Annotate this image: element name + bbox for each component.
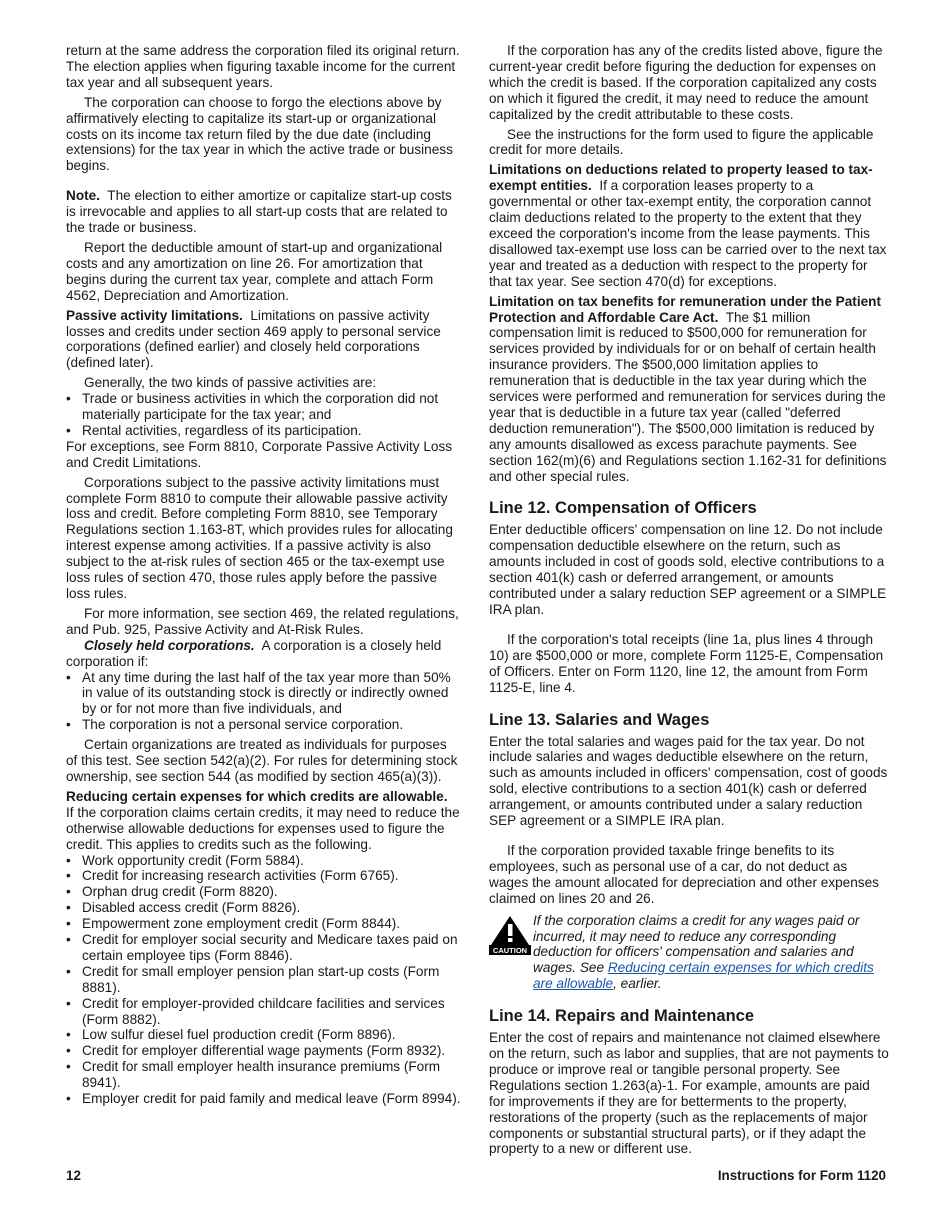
- closely-paragraph: [66, 638, 461, 670]
- right-column: [489, 43, 889, 1157]
- paragraph: Enter the cost of repairs and maintenance not claimed elsewhere on the return, such as labor and supplies, that are not payments to produce or improve real or tangible personal property. See Regulations section 1.263(a)-1. For example, amounts are paid for improvements if they are for betterments to the property, restorations of the property (such as the replacements of major components or substantial structural parts), or if they adapt the property to a new or different use.: [489, 1030, 889, 1157]
- list-item: • Rental activities, regardless of its participation.: [66, 423, 461, 439]
- paragraph: Generally, the two kinds of passive activities are:: [84, 375, 377, 391]
- paragraph: Enter the total salaries and wages paid for the tax year. Do not include salaries and wages deductible elsewhere on the return, such as amounts included in officers' compensation, cost of goods sold, elective contributions to a section 401(k) cash or deferred arrangement, or amounts contributed under a salary reduction SEP agreement or a SIMPLE IRA plan.: [489, 733, 888, 829]
- note-label: Note.: [66, 188, 100, 204]
- list-item: • Credit for employer-provided childcare facilities and services (Form 8882).: [66, 996, 461, 1028]
- remuneration-heading: Limitation on tax benefits for remuneration under the Patient Protection and Affordable Care Act.: [489, 293, 881, 325]
- leased-paragraph: [489, 162, 889, 289]
- note-text: The election to either amortize or capitalize start-up costs is irrevocable and applies to all start-up costs that are related to the trade or business.: [66, 188, 452, 236]
- reducing-expenses-link[interactable]: Reducing certain expenses for which credits are allowable: [533, 960, 874, 992]
- caution-box: [489, 913, 889, 993]
- caution-tail: , earlier.: [613, 976, 662, 992]
- caution-label: CAUTION: [492, 945, 528, 955]
- remuneration-text: The $1 million compensation limit is reduced to $500,000 for remuneration for services provided by individuals for or on behalf of certain health insurance providers. The $500,000 limitation applies to remuneration that is deductible in the tax year during which the services were performed and remuneration for services during the year that is deductible in a future tax year (called "deferred deduction remuneration"). The $500,000 limitation is reduced by any amounts disallowed as excess parachute payments. See section 162(m)(6) and Regulations section 1.162-31 for definitions and other special rules.: [489, 309, 887, 484]
- list-item: • Work opportunity credit (Form 5884).: [66, 853, 461, 869]
- list-item: • At any time during the last half of the tax year more than 50% in value of its outstanding stock is directly or indirectly owned by or for not more than five individuals, and: [66, 670, 461, 718]
- remuneration-paragraph: [489, 294, 889, 485]
- reducing-text: If the corporation claims certain credits, it may need to reduce the otherwise allowable deductions for expenses used to figure the credit. This applies to credits such as the following.: [66, 804, 460, 852]
- closely-text: A corporation is a closely held corporation if:: [66, 637, 442, 669]
- closely-heading: Closely held corporations.: [84, 637, 255, 653]
- list-item: • Credit for increasing research activities (Form 6765).: [66, 868, 461, 884]
- paragraph: Enter deductible officers' compensation on line 12. Do not include compensation deductible elsewhere on the return, such as amounts included in cost of goods sold, elective contributions to a section 401(k) cash or deferred arrangement, or amounts contributed under a salary reduction SEP agreement or a SIMPLE IRA plan.: [489, 522, 887, 617]
- list-item: • Credit for employer differential wage payments (Form 8932).: [66, 1043, 461, 1059]
- list-item: • Credit for small employer health insurance premiums (Form 8941).: [66, 1059, 461, 1091]
- list-item: • Credit for employer social security and Medicare taxes paid on certain employee tips (Form 8846).: [66, 932, 461, 964]
- passive-paragraph: [66, 308, 461, 372]
- note-paragraph: [66, 188, 461, 236]
- page-number: 12: [66, 1168, 81, 1183]
- paragraph: For exceptions, see Form 8810, Corporate Passive Activity Loss and Credit Limitations.: [66, 438, 453, 470]
- list-item: • Orphan drug credit (Form 8820).: [66, 884, 461, 900]
- leased-heading: Limitations on deductions related to property leased to tax-exempt entities.: [489, 162, 873, 194]
- paragraph: If the corporation has any of the credits listed above, figure the current-year credit before figuring the deduction for expenses on which the credit is based. If the corporation capitalized any costs on which it figured the credit, it may need to reduce the amount capitalized by the credit attributable to these costs.: [489, 43, 883, 122]
- paragraph: If the corporation provided taxable fringe benefits to its employees, such as personal use of a car, do not deduct as wages the amount allocated for depreciation and other expenses claimed on lines 20 and 26.: [489, 842, 879, 906]
- paragraph: The corporation can choose to forgo the elections above by affirmatively electing to capitalize its start-up or organizational costs on its income tax return filed by the due date (including extensions) for the tax year in which the active trade or business begins.: [66, 94, 453, 174]
- line13-heading: Line 13. Salaries and Wages: [489, 710, 710, 729]
- list-item: • Low sulfur diesel fuel production credit (Form 8896).: [66, 1027, 461, 1043]
- paragraph: Certain organizations are treated as individuals for purposes of this test. See section 542(a)(2). For rules for determining stock ownership, see section 544 (as modified by section 465(a)(3)).: [66, 737, 458, 784]
- caution-icon: [489, 915, 533, 993]
- caution-body: If the corporation claims a credit for any wages paid or incurred, it may need to reduce any corresponding deduction for officers' compensation and salaries and wages. See: [533, 912, 860, 976]
- paragraph: See the instructions for the form used to figure the applicable credit for more details.: [489, 126, 874, 158]
- list-item: • Employer credit for paid family and medical leave (Form 8994).: [66, 1091, 461, 1107]
- paragraph: For more information, see section 469, the related regulations, and Pub. 925, Passive Activity and At-Risk Rules.: [66, 605, 459, 637]
- line12-heading: Line 12. Compensation of Officers: [489, 499, 757, 518]
- passive-text: Limitations on passive activity losses and credits under section 469 apply to personal service corporations (defined earlier) and closely held corporations (defined later).: [66, 307, 441, 371]
- list-item: • Disabled access credit (Form 8826).: [66, 900, 461, 916]
- list-item: • The corporation is not a personal service corporation.: [66, 717, 461, 733]
- caution-text: [533, 913, 889, 993]
- list-item: • Credit for small employer pension plan start-up costs (Form 8881).: [66, 964, 461, 996]
- paragraph: If the corporation's total receipts (line 1a, plus lines 4 through 10) are $500,000 or more, complete Form 1125-E, Compensation of Officers. Enter on Form 1120, line 12, the amount from Form 1125-E, line 4.: [489, 631, 884, 695]
- line14-heading: Line 14. Repairs and Maintenance: [489, 1007, 754, 1026]
- leased-text: If a corporation leases property to a governmental or other tax-exempt entity, the corporation cannot claim deductions related to the property to the extent that they exceed the corporation's income from the lease payments. This disallowed tax-exempt use loss can be carried over to the next tax year and treated as a deduction with respect to the property for that tax year. See section 470(d) for exceptions.: [489, 178, 887, 289]
- reducing-heading: Reducing certain expenses for which credits are allowable.: [66, 788, 448, 804]
- paragraph: Report the deductible amount of start-up and organizational costs and any amortization on line 26. For amortization that begins during the current tax year, complete and attach Form 4562, Depreciation and Amortization.: [66, 239, 443, 303]
- form-title: Instructions for Form 1120: [717, 1168, 886, 1183]
- list-item: • Trade or business activities in which the corporation did not materially participate for the tax year; and: [66, 391, 461, 423]
- list-item: • Empowerment zone employment credit (Form 8844).: [66, 916, 461, 932]
- paragraph: return at the same address the corporation filed its original return. The election applies when figuring taxable income for the current tax year and all subsequent years.: [66, 43, 460, 90]
- passive-heading: Passive activity limitations.: [66, 307, 243, 323]
- left-column: [66, 43, 461, 1107]
- paragraph: Corporations subject to the passive activity limitations must complete Form 8810 to compute their allowable passive activity loss and credit. Before completing Form 8810, see Temporary Regulations section 1.163-8T, which provides rules for allocating interest expense among activities. If a passive activity is also subject to the at-risk rules of section 465 or the tax-exempt use loss rules of section 470, those rules apply before the passive loss rules.: [66, 474, 453, 601]
